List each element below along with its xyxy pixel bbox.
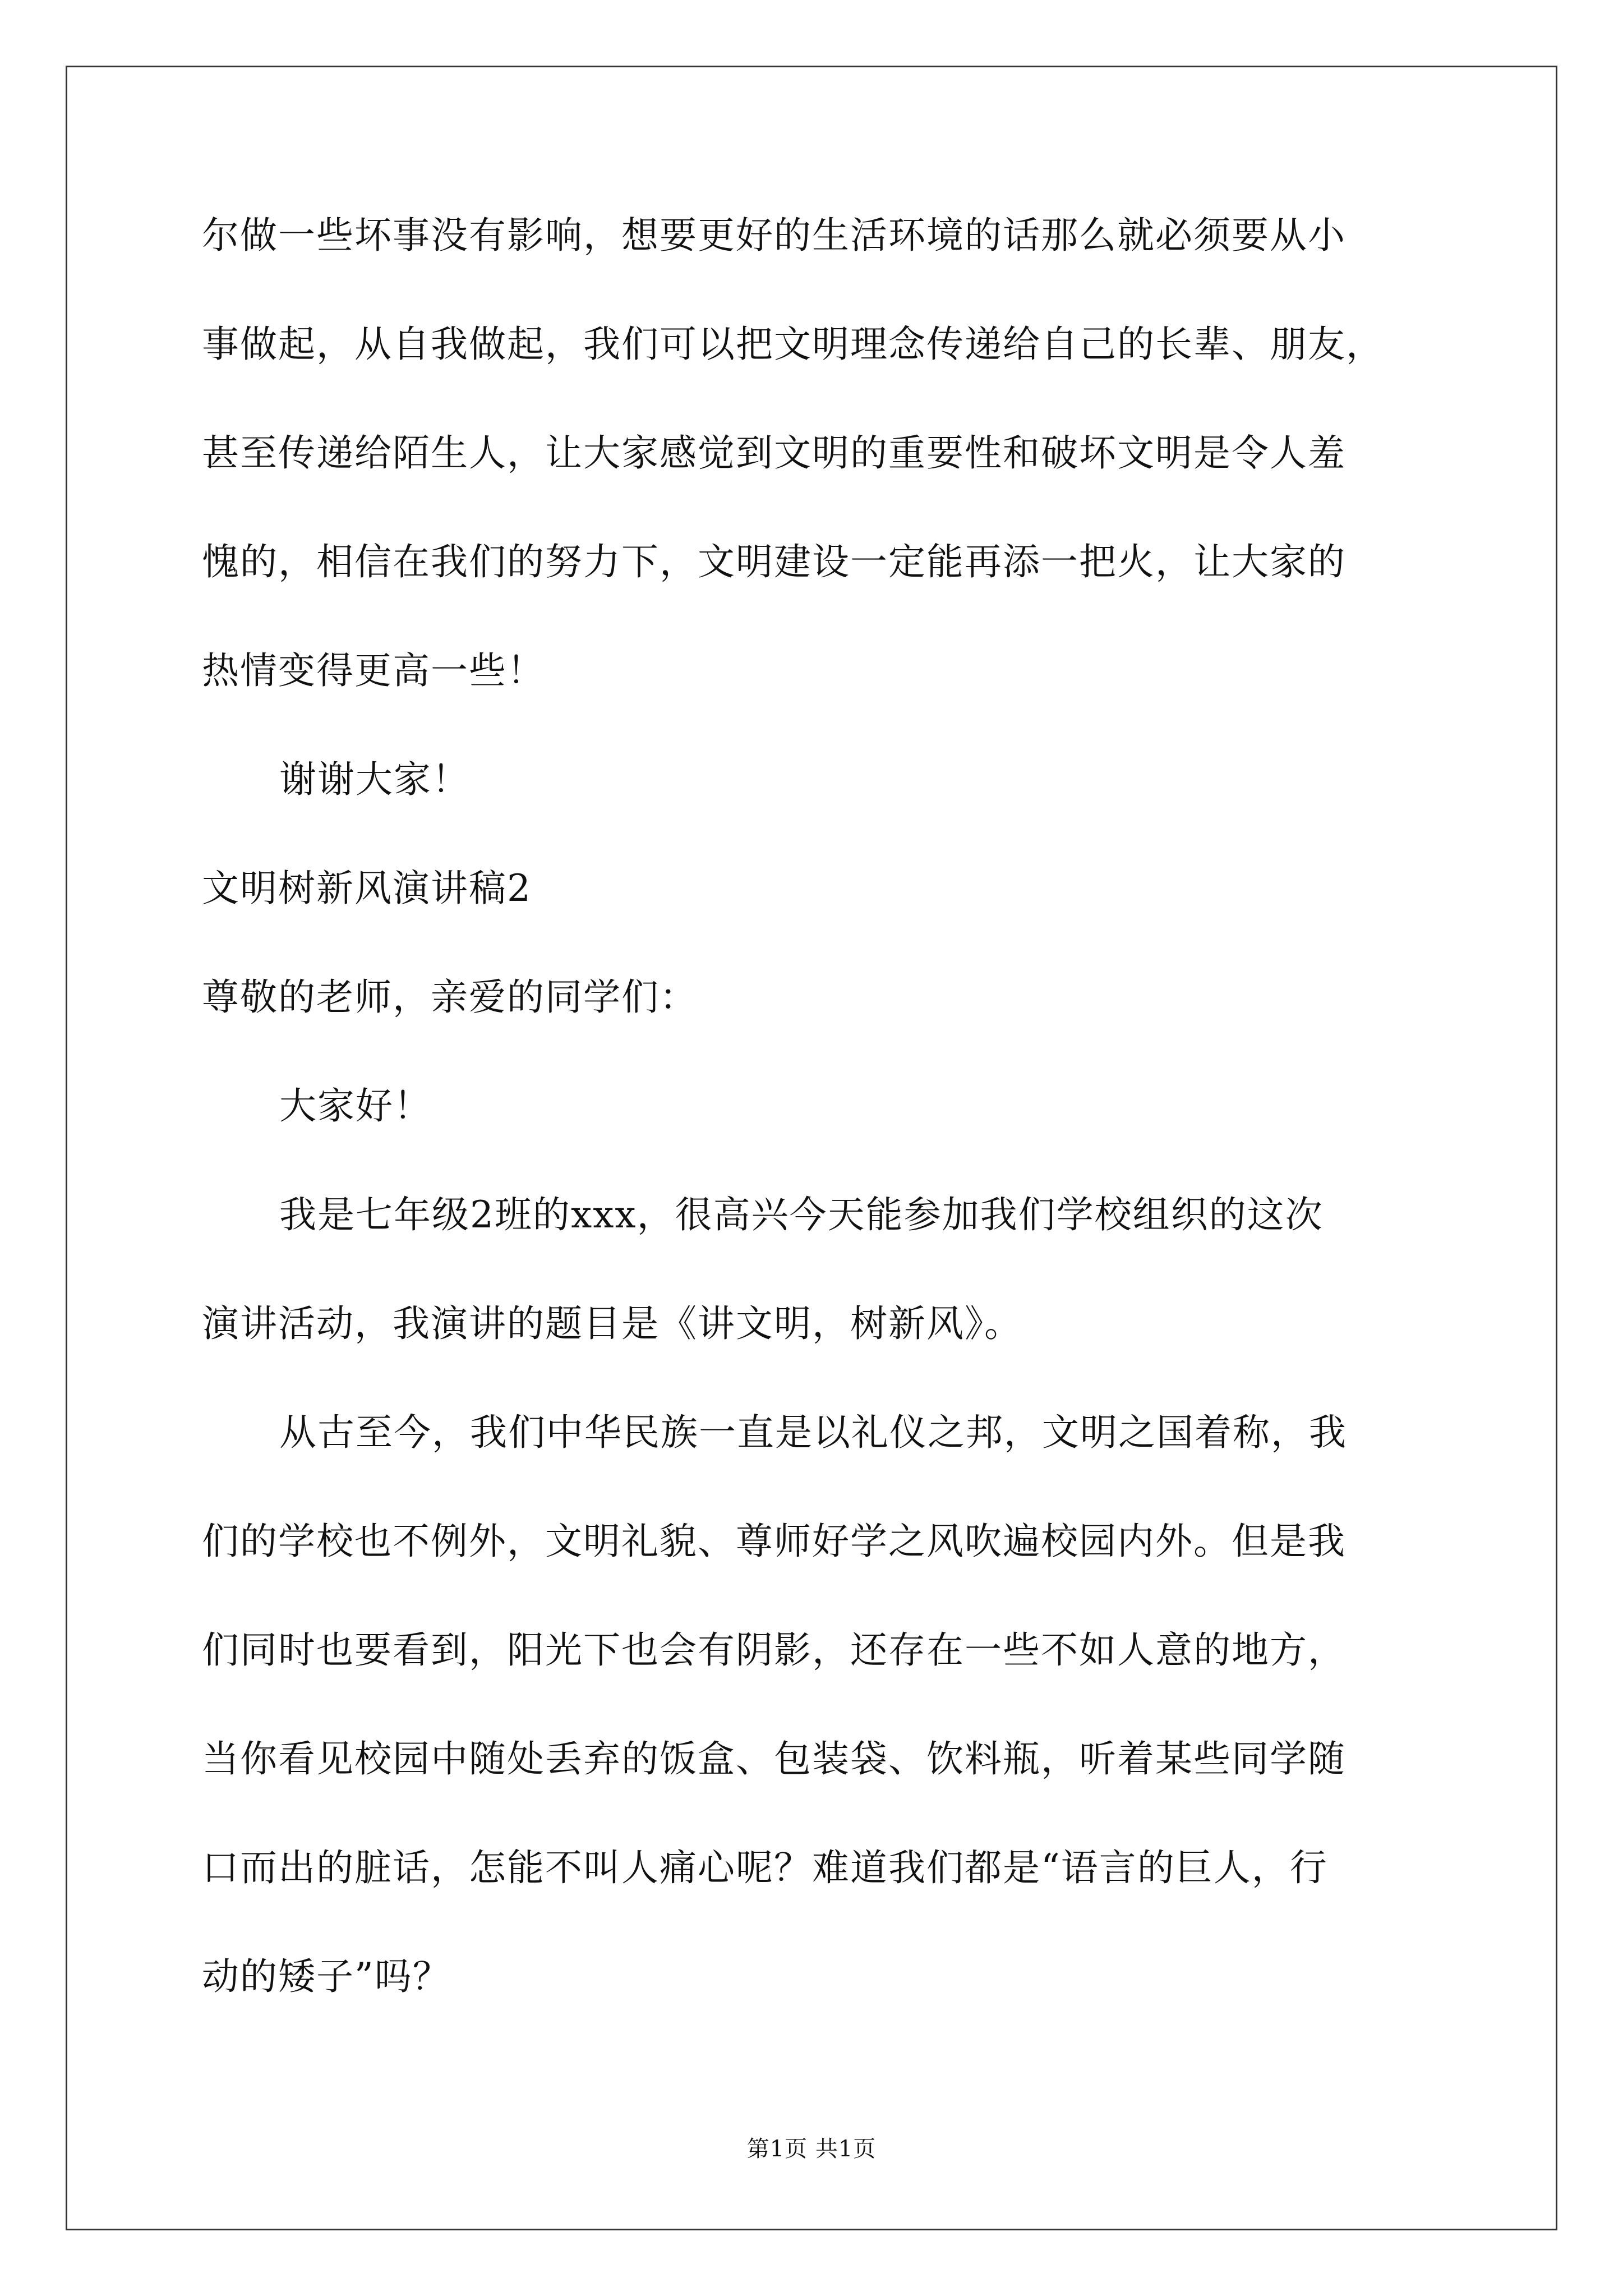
body-line: 事做起，从自我做起，我们可以把文明理念传递给自己的长辈、朋友， (202, 323, 1384, 366)
body-line: 甚至传递给陌生人，让大家感觉到文明的重要性和破坏文明是令人羞 (202, 431, 1346, 475)
body-line: 们的学校也不例外，文明礼貌、尊师好学之风吹遍校园内外。但是我 (202, 1520, 1346, 1563)
greeting: 大家好！ (279, 1084, 432, 1128)
body-line: 演讲活动，我演讲的题目是《讲文明，树新风》。 (202, 1302, 1022, 1345)
closing-line: 谢谢大家！ (279, 758, 470, 801)
body-line: 当你看见校园中随处丢弃的饭盒、包装袋、饮料瓶，听着某些同学随 (202, 1737, 1346, 1780)
page-footer: 第1页 共1页 (746, 2136, 877, 2162)
body-line: 愧的，相信在我们的努力下，文明建设一定能再添一把火，让大家的 (202, 540, 1346, 583)
body-line: 尔做一些坏事没有影响，想要更好的生活环境的话那么就必须要从小 (202, 214, 1346, 257)
body-line: 从古至今，我们中华民族一直是以礼仪之邦，文明之国着称，我 (279, 1411, 1347, 1454)
body-line: 们同时也要看到，阳光下也会有阴影，还存在一些不如人意的地方， (202, 1628, 1346, 1672)
body-line: 动的矮子”吗？ (202, 1955, 451, 1998)
body-line: 我是七年级2班的xxx，很高兴今天能参加我们学校组织的这次 (279, 1193, 1324, 1236)
page-border (66, 66, 1557, 2230)
body-line: 口而出的脏话，怎能不叫人痛心呢？难道我们都是“语言的巨人，行 (202, 1846, 1328, 1889)
salutation: 尊敬的老师，亲爱的同学们： (202, 976, 698, 1019)
body-line: 热情变得更高一些！ (202, 649, 545, 692)
section-title: 文明树新风演讲稿2 (202, 867, 532, 910)
